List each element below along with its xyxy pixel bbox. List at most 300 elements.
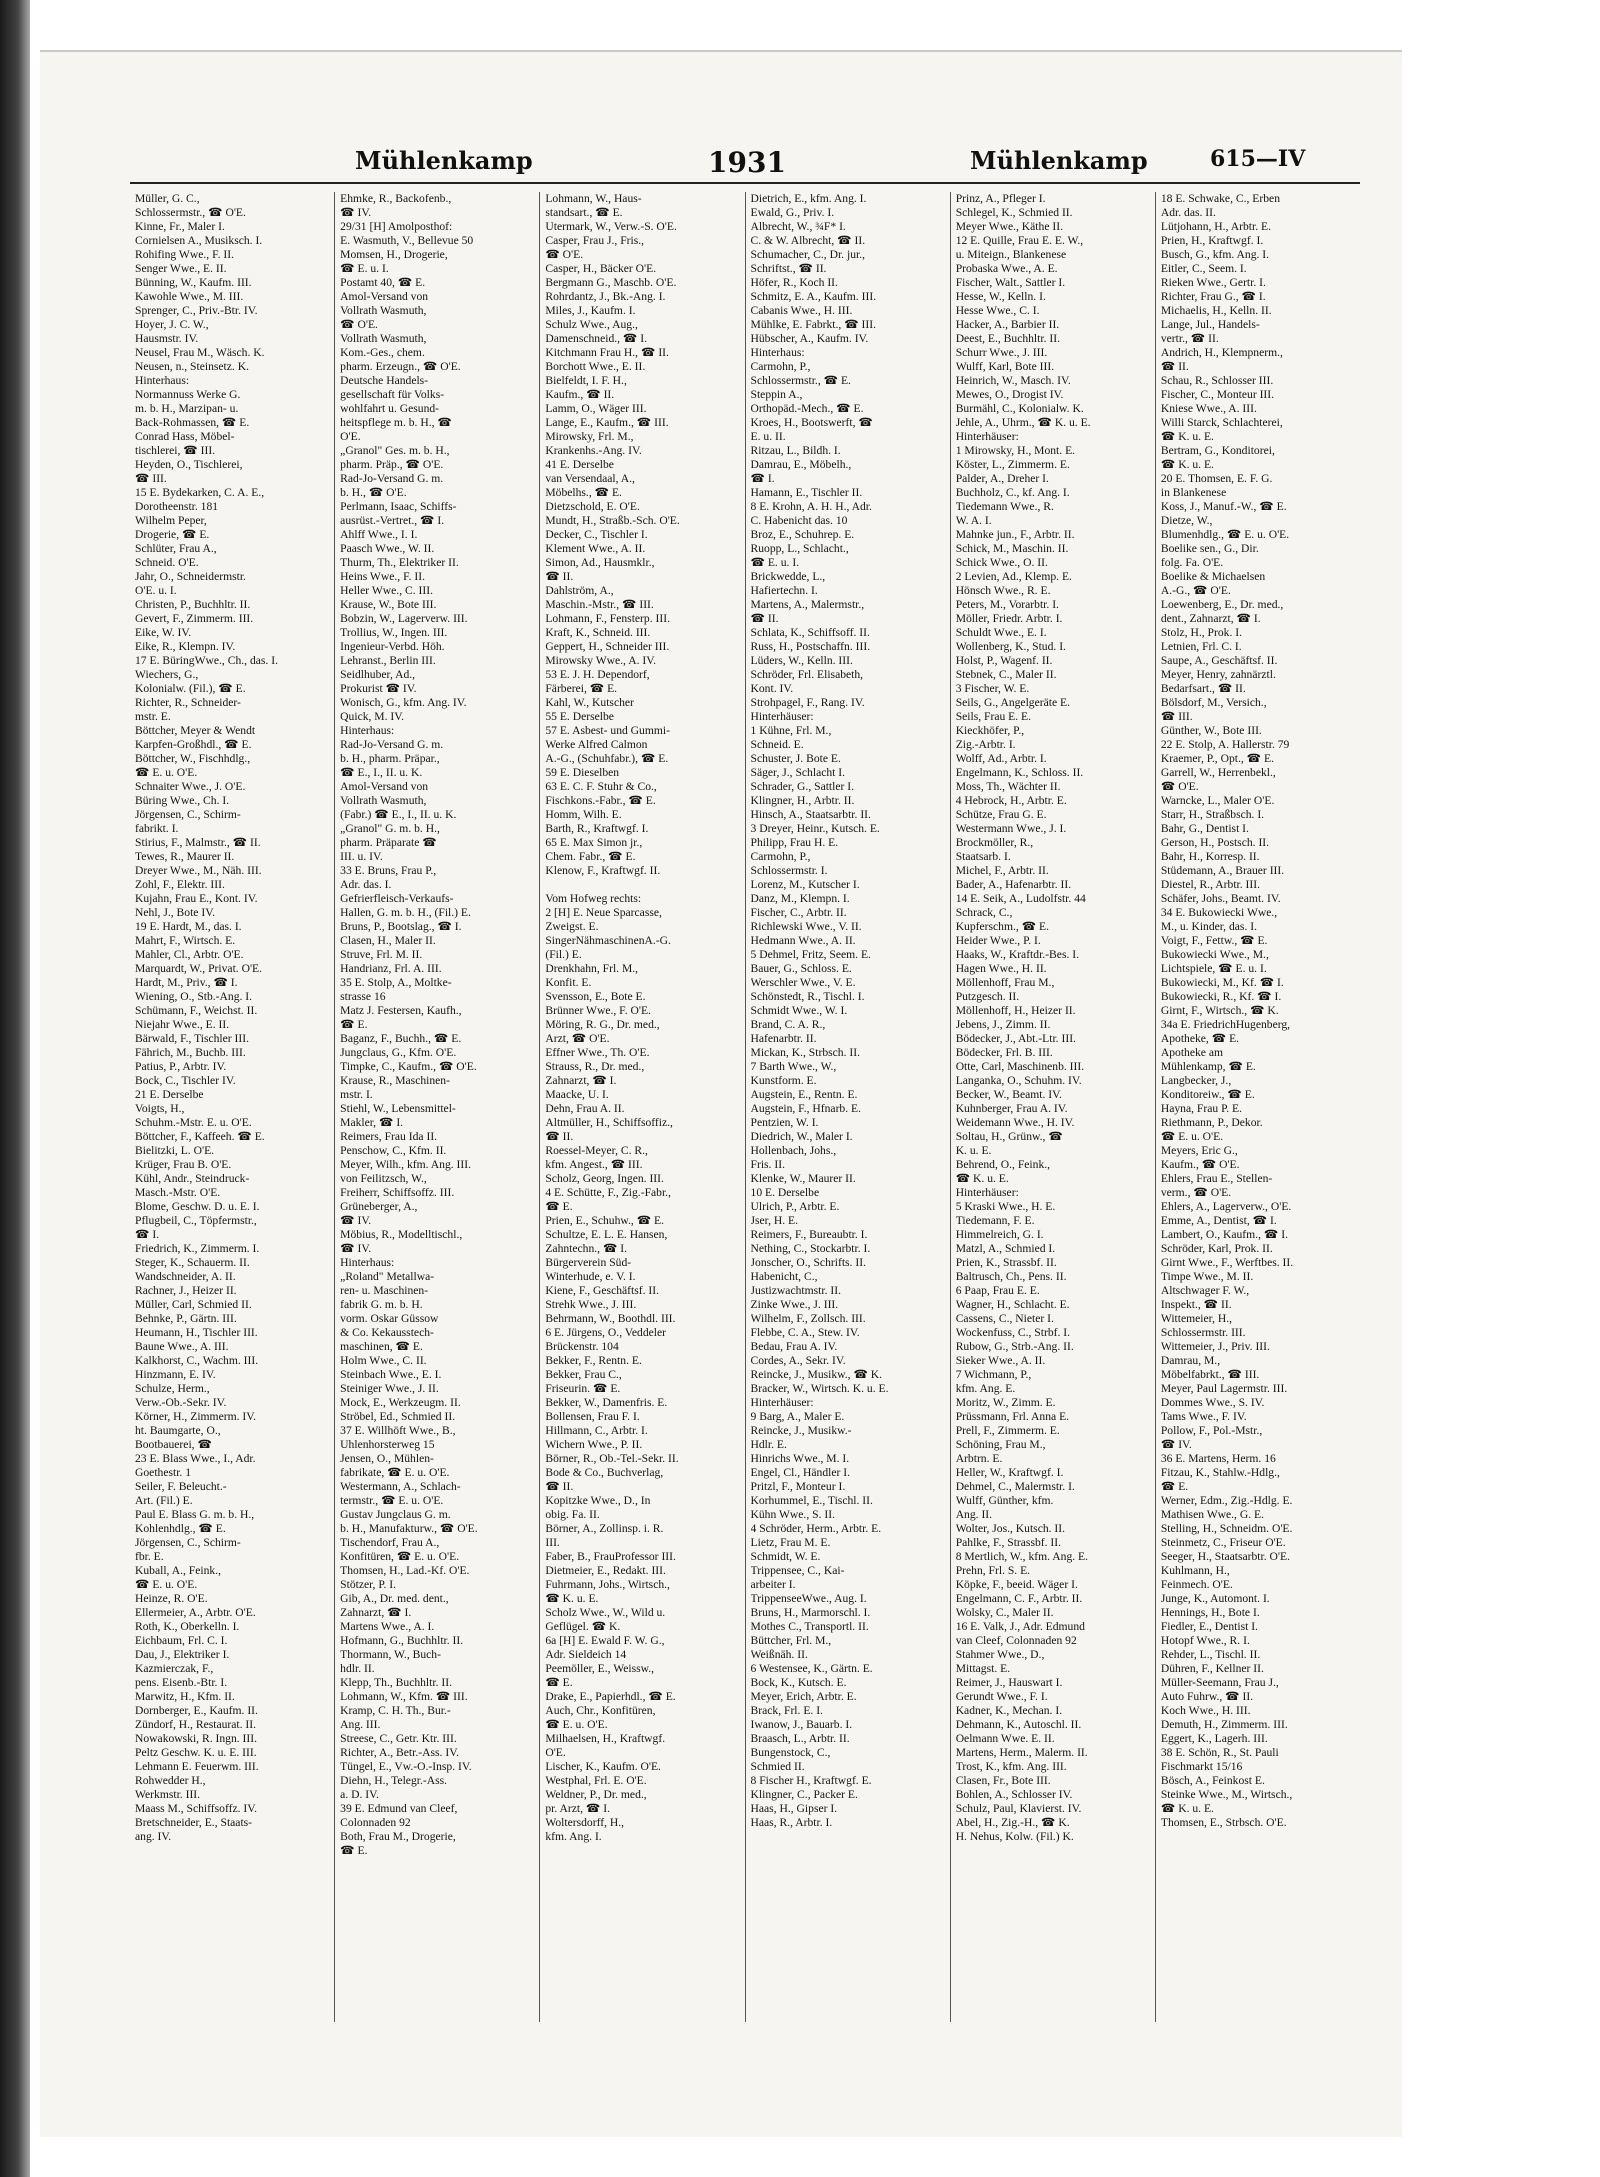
- directory-entry: Richter, A., Betr.-Ass. IV.: [340, 1746, 459, 1759]
- directory-entry: Haas, H., Gipser I.: [750, 1802, 838, 1815]
- directory-entry: Bukowiecki Wwe., M.,: [1160, 948, 1269, 961]
- directory-entry: Tams Wwe., F. IV.: [1160, 1410, 1247, 1423]
- directory-entry: pharm. Präp., ☎ O'E.: [340, 458, 444, 471]
- directory-entry: Heumann, H., Tischler III.: [135, 1326, 258, 1339]
- directory-entry: ☎ III.: [1160, 710, 1193, 723]
- directory-entry: Grüneberger, A.,: [340, 1200, 418, 1213]
- directory-entry: Tischendorf, Frau A.,: [340, 1536, 440, 1549]
- directory-entry: Andrich, H., Klempnerm.,: [1160, 346, 1283, 359]
- directory-entry: Handrianz, Frl. A. III.: [340, 962, 442, 975]
- directory-entry: Sprenger, C., Priv.-Btr. IV.: [135, 304, 258, 317]
- directory-entry: Tiedemann, F. E.: [955, 1214, 1035, 1227]
- directory-entry: Patius, P., Arbtr. IV.: [135, 1060, 227, 1073]
- directory-entry: Gerundt Wwe., F. I.: [955, 1690, 1048, 1703]
- directory-entry: Bobzin, W., Lagerverw. III.: [340, 612, 468, 625]
- directory-entry: A.-G., (Schuhfabr.), ☎ E.: [545, 752, 669, 765]
- directory-entry: Korhummel, E., Tischl. II.: [750, 1494, 873, 1507]
- directory-entry: Schöning, Frau M.,: [955, 1438, 1046, 1451]
- directory-entry: 65 E. Max Simon jr.,: [545, 836, 643, 849]
- directory-entry: Seils, Frau E. E.: [955, 710, 1032, 723]
- directory-entry: Milhaelsen, H., Kraftwgf.: [545, 1732, 666, 1745]
- directory-entry: Böttcher, Meyer & Wendt: [135, 724, 256, 737]
- directory-entry: Schulz Wwe., Aug.,: [545, 318, 638, 331]
- directory-entry: Bode & Co., Buchverlag,: [545, 1466, 664, 1479]
- directory-entry: Hillmann, C., Arbtr. I.: [545, 1424, 648, 1437]
- directory-entry: O'E.: [545, 1746, 566, 1759]
- directory-entry: Busch, G., kfm. Ang. I.: [1160, 248, 1270, 261]
- directory-entry: Tewes, R., Maurer II.: [135, 850, 235, 863]
- directory-entry: Bahr, H., Korresp. II.: [1160, 850, 1260, 863]
- directory-entry: Gib, A., Dr. med. dent.,: [340, 1592, 449, 1605]
- directory-entry: 5 Kraski Wwe., H. E.: [955, 1200, 1056, 1213]
- directory-entry: Mewes, O., Drogist IV.: [955, 388, 1064, 401]
- directory-entry: Schütze, Frau G. E.: [955, 808, 1047, 821]
- directory-entry: mstr. I.: [340, 1088, 373, 1101]
- directory-entry: K. u. E.: [955, 1144, 992, 1157]
- directory-entry: Brockmöller, R.,: [955, 836, 1034, 849]
- directory-entry: ☎ E.: [545, 1676, 573, 1689]
- directory-entry: Hönsch Wwe., R. E.: [955, 584, 1051, 597]
- directory-entry: Rubow, G., Strb.-Ang. II.: [955, 1340, 1074, 1353]
- directory-entry: Maschin.-Mstr., ☎ III.: [545, 598, 654, 611]
- directory-entry: Eichbaum, Frl. C. I.: [135, 1634, 228, 1647]
- directory-entry: Broz, E., Schuhrep. E.: [750, 528, 855, 541]
- directory-entry: Ingenieur-Verbd. Höh.: [340, 640, 445, 653]
- directory-entry: Drogerie, ☎ E.: [135, 528, 210, 541]
- directory-entry: Fuhrmann, Johs., Wirtsch.,: [545, 1578, 670, 1591]
- directory-entry: Möbelfabrkt., ☎ III.: [1160, 1368, 1260, 1381]
- directory-entry: Hinrichs Wwe., M. I.: [750, 1452, 850, 1465]
- directory-entry: 16 E. Valk, J., Adr. Edmund: [955, 1620, 1085, 1633]
- directory-entry: Mundt, H., Straßb.-Sch. O'E.: [545, 514, 680, 527]
- directory-entry: Becker, W., Beamt. IV.: [955, 1088, 1062, 1101]
- directory-entry: Palder, A., Dreher I.: [955, 472, 1049, 485]
- directory-entry: Kolonialw. (Fil.), ☎ E.: [135, 682, 246, 695]
- directory-entry: Hollenbach, Johs.,: [750, 1144, 837, 1157]
- directory-entry: Zahntechn., ☎ I.: [545, 1242, 628, 1255]
- directory-entry: Oelmann Wwe. E. II.: [955, 1732, 1055, 1745]
- directory-entry: Apotheke am: [1160, 1046, 1223, 1059]
- directory-entry: Kawohle Wwe., M. III.: [135, 290, 244, 303]
- directory-entry: ☎ E. u. O'E.: [135, 1578, 198, 1591]
- directory-entry: Girnt, F., Wirtsch., ☎ K.: [1160, 1004, 1279, 1017]
- directory-entry: Voigt, F., Fettw., ☎ E.: [1160, 934, 1268, 947]
- directory-entry: 6 Paap, Frau E. E.: [955, 1284, 1040, 1297]
- directory-entry: Schneid. E.: [750, 738, 804, 751]
- directory-entry: Barth, R., Kraftwgf. I.: [545, 822, 649, 835]
- directory-entry: 4 E. Schütte, F., Zig.-Fabr.,: [545, 1186, 671, 1199]
- directory-entry: Möller, Friedr. Arbtr. I.: [955, 612, 1063, 625]
- directory-entry: Engelmann, K., Schloss. II.: [955, 766, 1084, 779]
- directory-entry: Stebnek, C., Maler II.: [955, 668, 1057, 681]
- directory-entry: Bödecker, J., Abt.-Ltr. III.: [955, 1032, 1076, 1045]
- directory-entry: Meyer Wwe., Käthe II.: [955, 220, 1063, 233]
- directory-entry: Streese, C., Getr. Ktr. III.: [340, 1732, 457, 1745]
- directory-entry: Kont. IV.: [750, 682, 794, 695]
- directory-entry: 8 E. Krohn, A. H. H., Adr.: [750, 500, 872, 513]
- directory-entry: Hotopf Wwe., R. I.: [1160, 1634, 1250, 1647]
- directory-entry: Deutsche Handels-: [340, 374, 429, 387]
- directory-entry: Heller, W., Kraftwgf. I.: [955, 1466, 1064, 1479]
- directory-entry: m. b. H., Marzipan- u.: [135, 402, 239, 415]
- directory-entry: 39 E. Edmund van Cleef,: [340, 1802, 458, 1815]
- directory-entry: Amol-Versand von: [340, 290, 429, 303]
- directory-entry: Körner, H., Zimmerm. IV.: [135, 1410, 257, 1423]
- directory-entry: Kühl, Andr., Steindruck-: [135, 1172, 250, 1185]
- directory-entry: ☎ E. u. O'E.: [135, 766, 198, 779]
- directory-entry: Gefrierfleisch-Verkaufs-: [340, 892, 454, 905]
- directory-entry: TrippenseeWwe., Aug. I.: [750, 1592, 867, 1605]
- directory-entry: standsart., ☎ E.: [545, 206, 623, 219]
- directory-entry: Willi Starck, Schlachterei,: [1160, 416, 1283, 429]
- directory-entry: Voigts, H.,: [135, 1102, 185, 1115]
- directory-entry: Brückenstr. 104: [545, 1340, 619, 1353]
- directory-entry: Schlegel, K., Schmied II.: [955, 206, 1073, 219]
- directory-entry: Schulz, Paul, Klavierst. IV.: [955, 1802, 1082, 1815]
- directory-entry: Lorenz, M., Kutscher I.: [750, 878, 860, 891]
- directory-entry: Cassens, C., Nieter I.: [955, 1312, 1054, 1325]
- directory-entry: maschinen, ☎ E.: [340, 1340, 423, 1353]
- directory-entry: Brickwedde, L.,: [750, 570, 826, 583]
- directory-entry: Marwitz, H., Kfm. II.: [135, 1690, 235, 1703]
- directory-entry: Lohmann, W., Kfm. ☎ III.: [340, 1690, 468, 1703]
- directory-entry: Weidemann Wwe., H. IV.: [955, 1116, 1075, 1129]
- directory-entry: Jahr, O., Schneidermstr.: [135, 570, 246, 583]
- directory-entry: termstr., ☎ E. u. O'E.: [340, 1494, 444, 1507]
- directory-entry: Jörgensen, C., Schirm-: [135, 808, 241, 821]
- directory-entry: Wittemeier, J., Priv. III.: [1160, 1340, 1270, 1353]
- directory-entry: Quick, M. IV.: [340, 710, 405, 723]
- directory-entry: Dietrich, E., kfm. Ang. I.: [750, 192, 867, 205]
- directory-entry: Ehlers, A., Lagerverw., O'E.: [1160, 1200, 1292, 1213]
- directory-entry: Mathisen Wwe., G. E.: [1160, 1508, 1265, 1521]
- directory-entry: Ehlers, Frau E., Stellen-: [1160, 1172, 1273, 1185]
- directory-entry: Amol-Versand von: [340, 780, 429, 793]
- directory-entry: Michel, F., Arbtr. II.: [955, 864, 1049, 877]
- directory-entry: Woltersdorff, H.,: [545, 1816, 625, 1829]
- directory-entry: Wulff, Günther, kfm.: [955, 1494, 1054, 1507]
- directory-entry: Büring Wwe., Ch. I.: [135, 794, 230, 807]
- directory-entry: Hardt, M., Priv., ☎ I.: [135, 976, 238, 989]
- directory-entry: Colonnaden 92: [340, 1816, 411, 1829]
- directory-entry: 20 E. Thomsen, E. F. G.: [1160, 472, 1273, 485]
- directory-entry: ☎ K. u. E.: [1160, 430, 1214, 443]
- directory-entry: Wiechers, G.,: [135, 668, 199, 681]
- directory-entry: 17 E. BüringWwe., Ch., das. I.: [135, 654, 278, 667]
- directory-entry: Möbelhs., ☎ E.: [545, 486, 622, 499]
- directory-entry: Lange, E., Kaufm., ☎ III.: [545, 416, 669, 429]
- directory-entry: Strehk Wwe., J. III.: [545, 1298, 637, 1311]
- directory-entry: 6a [H] E. Ewald F. W. G.,: [545, 1634, 665, 1647]
- directory-entry: Mirowsky Wwe., A. IV.: [545, 654, 657, 667]
- directory-entry: Schönstedt, R., Tischl. I.: [750, 990, 865, 1003]
- directory-entry: b. H., Manufakturw., ☎ O'E.: [340, 1522, 478, 1535]
- directory-entry: Hafiertechn. I.: [750, 584, 818, 597]
- directory-entry: 6 Westensee, K., Gärtn. E.: [750, 1662, 873, 1675]
- directory-entry: Bohlen, A., Schlosser IV.: [955, 1788, 1073, 1801]
- directory-entry: heitspflege m. b. H., ☎: [340, 416, 452, 429]
- directory-entry: E. u. II.: [750, 430, 786, 443]
- directory-entry: Warncke, L., Maler O'E.: [1160, 794, 1275, 807]
- directory-entry: Schau, R., Schlosser III.: [1160, 374, 1274, 387]
- directory-entry: Rohrdantz, J., Bk.-Ang. I.: [545, 290, 666, 303]
- directory-entry: Putzgesch. II.: [955, 990, 1020, 1003]
- directory-entry: Rohwedder H.,: [135, 1774, 206, 1787]
- directory-entry: Wolter, Jos., Kutsch. II.: [955, 1522, 1066, 1535]
- directory-entry: Karpfen-Großhdl., ☎ E.: [135, 738, 252, 751]
- directory-entry: Christen, P., Buchhltr. II.: [135, 598, 251, 611]
- directory-entry: 8 Mertlich, W., kfm. Ang. E.: [955, 1550, 1089, 1563]
- directory-entry: Drake, E., Papierhdl., ☎ E.: [545, 1690, 676, 1703]
- directory-entry: Schumacher, C., Dr. jur.,: [750, 248, 866, 261]
- directory-entry: 34 E. Bukowiecki Wwe.,: [1160, 906, 1278, 919]
- directory-entry: Prokurist ☎ IV.: [340, 682, 417, 695]
- directory-entry: Engel, Cl., Händler I.: [750, 1466, 851, 1479]
- directory-entry: Schrader, G., Sattler I.: [750, 780, 855, 793]
- directory-entry: ☎ E.: [340, 1018, 368, 1031]
- directory-entry: Meyer, Paul Lagermstr. III.: [1160, 1382, 1288, 1395]
- directory-entry: 5 Dehmel, Fritz, Seem. E.: [750, 948, 871, 961]
- directory-entry: Dühren, F., Kellner II.: [1160, 1662, 1264, 1675]
- directory-entry: Kieckhöfer, P.,: [955, 724, 1025, 737]
- directory-entry: Thurm, Th., Elektriker II.: [340, 556, 459, 569]
- directory-entry: Homm, Wilh. E.: [545, 808, 622, 821]
- directory-entry: Danz, M., Klempn. I.: [750, 892, 850, 905]
- directory-entry: Lehranst., Berlin III.: [340, 654, 436, 667]
- directory-entry: Weißnäh. II.: [750, 1648, 808, 1661]
- directory-entry: 8 Fischer H., Kraftwgf. E.: [750, 1774, 872, 1787]
- directory-entry: Wilhelm Peper,: [135, 514, 207, 527]
- directory-entry: Albrecht, W., ¾F* I.: [750, 220, 846, 233]
- directory-entry: ☎ K. u. E.: [1160, 1802, 1214, 1815]
- directory-entry: Bukowiecki, R., Kf. ☎ I.: [1160, 990, 1282, 1003]
- directory-entry: Büttcher, Frl. M.,: [750, 1634, 832, 1647]
- header-rule: [130, 182, 1360, 184]
- directory-entry: Arzt, ☎ O'E.: [545, 1032, 610, 1045]
- directory-entry: Penschow, C., Kfm. II.: [340, 1144, 447, 1157]
- directory-entry: Stiehl, W., Lebensmittel-: [340, 1102, 456, 1115]
- directory-entry: Feinmech. O'E.: [1160, 1578, 1233, 1591]
- directory-entry: fabrikate, ☎ E. u. O'E.: [340, 1466, 450, 1479]
- directory-entry: Conrad Hass, Möbel-: [135, 430, 235, 443]
- directory-entry: Faber, B., FrauProfessor III.: [545, 1550, 676, 1563]
- directory-entry: „Roland" Metallwa-: [340, 1270, 435, 1283]
- directory-entry: verm., ☎ O'E.: [1160, 1186, 1232, 1199]
- directory-entry: Timpke, C., Kaufm., ☎ O'E.: [340, 1060, 477, 1073]
- directory-entry: Vollrath Wasmuth,: [340, 304, 427, 317]
- directory-entry: Struve, Frl. M. II.: [340, 948, 423, 961]
- directory-entry: 41 E. Derselbe: [545, 458, 614, 471]
- directory-entry: Krause, W., Bote III.: [340, 598, 437, 611]
- directory-entry: Hinterhaus:: [340, 724, 395, 737]
- directory-entry: Behnke, P., Gärtn. III.: [135, 1312, 237, 1325]
- directory-entry: Bootbauerei, ☎: [135, 1438, 212, 1451]
- directory-entry: Both, Frau M., Drogerie,: [340, 1830, 456, 1843]
- directory-entry: ☎ IV.: [1160, 1438, 1192, 1451]
- directory-entry: Koss, J., Manuf.-W., ☎ E.: [1160, 500, 1287, 513]
- directory-entry: Konfitüren, ☎ E. u. O'E.: [340, 1550, 460, 1563]
- directory-entry: Bungenstock, C.,: [750, 1746, 831, 1759]
- directory-entry: Altmüller, H., Schiffsoffiz.,: [545, 1116, 673, 1129]
- directory-entry: Pollow, F., Pol.-Mstr.,: [1160, 1424, 1263, 1437]
- directory-entry: Simon, Ad., Hausmklr.,: [545, 556, 655, 569]
- directory-entry: Bürgerverein Süd-: [545, 1256, 632, 1269]
- directory-entry: Bracker, W., Wirtsch. K. u. E.: [750, 1382, 889, 1395]
- directory-entry: Neusen, n., Steinsetz. K.: [135, 360, 249, 373]
- directory-entry: Russ, H., Postschaffn. III.: [750, 640, 871, 653]
- directory-entry: Decker, C., Tischler I.: [545, 528, 648, 541]
- directory-entry: Cordes, A., Sekr. IV.: [750, 1354, 846, 1367]
- directory-entry: Friedrich, K., Zimmerm. I.: [135, 1242, 260, 1255]
- column-2: [334, 192, 539, 2022]
- directory-entry: Hafenarbtr. II.: [750, 1032, 817, 1045]
- directory-entry: Wollenberg, K., Stud. I.: [955, 640, 1066, 653]
- directory-entry: C. Habenicht das. 10: [750, 514, 848, 527]
- directory-entry: Momsen, H., Drogerie,: [340, 248, 448, 261]
- page-header: [40, 146, 1402, 186]
- directory-entry: Paasch Wwe., W. II.: [340, 542, 435, 555]
- directory-entry: Ewald, G., Priv. I.: [750, 206, 835, 219]
- directory-entry: 9 Barg, A., Maler E.: [750, 1410, 845, 1423]
- directory-entry: III. u. IV.: [340, 850, 383, 863]
- directory-entry: Schuldt Wwe., E. I.: [955, 626, 1047, 639]
- directory-entry: Bekker, F., Rentn. E.: [545, 1354, 642, 1367]
- directory-entry: [545, 878, 739, 892]
- directory-entry: Utermark, W., Verw.-S. O'E.: [545, 220, 677, 233]
- directory-entry: Mothes C., Transportl. II.: [750, 1620, 869, 1633]
- directory-entry: Drenkhahn, Frl. M.,: [545, 962, 639, 975]
- directory-entry: Roth, K., Oberkelln. I.: [135, 1620, 240, 1633]
- directory-entry: Kuhnberger, Frau A. IV.: [955, 1102, 1068, 1115]
- directory-entry: b. H., ☎ O'E.: [340, 486, 407, 499]
- directory-entry: Geppert, H., Schneider III.: [545, 640, 670, 653]
- directory-entry: Haas, R., Arbtr. I.: [750, 1816, 833, 1829]
- directory-entry: pr. Arzt, ☎ I.: [545, 1802, 611, 1815]
- directory-entry: 18 E. Schwake, C., Erben: [1160, 192, 1280, 205]
- directory-entry: Bretschneider, E., Staats-: [135, 1816, 253, 1829]
- book-binding: [0, 0, 30, 2177]
- directory-entry: Dornberger, E., Kaufm. II.: [135, 1704, 258, 1717]
- directory-entry: Uhlenhorsterweg 15: [340, 1438, 435, 1451]
- directory-entry: C. & W. Albrecht, ☎ II.: [750, 234, 866, 247]
- directory-entry: Mahnke jun., F., Arbtr. II.: [955, 528, 1075, 541]
- directory-entry: Schlossermstr., ☎ O'E.: [135, 206, 246, 219]
- directory-entry: Dau, J., Elektriker I.: [135, 1648, 230, 1661]
- directory-entry: Behrmann, W., Boothdl. III.: [545, 1312, 676, 1325]
- directory-entry: Casper, H., Bäcker O'E.: [545, 262, 657, 275]
- directory-entry: Prüssmann, Frl. Anna E.: [955, 1410, 1070, 1423]
- directory-entry: Braasch, L., Arbtr. II.: [750, 1732, 850, 1745]
- directory-entry: Hacker, A., Barbier II.: [955, 318, 1060, 331]
- directory-entry: Dehmel, C., Malermstr. I.: [955, 1480, 1075, 1493]
- directory-entry: Wittemeier, H.,: [1160, 1312, 1233, 1325]
- directory-entry: Ang. II.: [955, 1508, 993, 1521]
- directory-entry: Steger, K., Schauerm. II.: [135, 1256, 250, 1269]
- directory-entry: Timpe Wwe., M. II.: [1160, 1270, 1254, 1283]
- directory-entry: Art. (Fil.) E.: [135, 1494, 193, 1507]
- directory-entry: Schurr Wwe., J. III.: [955, 346, 1048, 359]
- directory-entry: Hinzmann, E. IV.: [135, 1368, 216, 1381]
- directory-entry: Westermann Wwe., J. I.: [955, 822, 1067, 835]
- directory-entry: Reincke, J., Musikw.-: [750, 1424, 852, 1437]
- directory-entry: Auto Fuhrw., ☎ II.: [1160, 1690, 1254, 1703]
- directory-entry: Miles, J., Kaufm. I.: [545, 304, 636, 317]
- directory-entry: Lichtspiele, ☎ E. u. I.: [1160, 962, 1267, 975]
- directory-entry: 53 E. J. H. Dependorf,: [545, 668, 650, 681]
- directory-entry: Holm Wwe., C. II.: [340, 1354, 427, 1367]
- directory-entry: Mahrt, F., Wirtsch. E.: [135, 934, 236, 947]
- directory-entry: Steppin A.,: [750, 388, 803, 401]
- directory-entry: Werschler Wwe., V. E.: [750, 976, 856, 989]
- directory-entry: Mahler, Cl., Arbtr. O'E.: [135, 948, 244, 961]
- directory-entry: Kom.-Ges., chem.: [340, 346, 425, 359]
- directory-entry: strasse 16: [340, 990, 386, 1003]
- column-5: [950, 192, 1155, 2022]
- directory-entry: Garrell, W., Herrenbekl.,: [1160, 766, 1276, 779]
- directory-entry: Dreyer Wwe., M., Näh. III.: [135, 864, 262, 877]
- directory-entry: Casper, Frau J., Fris.,: [545, 234, 645, 247]
- directory-entry: Schulze, Herm.,: [135, 1382, 210, 1395]
- directory-entry: „Granol" G. m. b. H.,: [340, 822, 440, 835]
- directory-entry: Augstein, F., Hfnarb. E.: [750, 1102, 862, 1115]
- directory-entry: ☎ II.: [545, 570, 574, 583]
- directory-entry: ☎ O'E.: [340, 318, 378, 331]
- directory-entry: Hinterhaus:: [750, 346, 805, 359]
- directory-entry: Dahlström, A.,: [545, 584, 614, 597]
- directory-entry: hdlr. II.: [340, 1662, 375, 1675]
- directory-entry: obig. Fa. II.: [545, 1508, 600, 1521]
- directory-entry: Kunstform. E.: [750, 1074, 817, 1087]
- directory-entry: Bock, C., Tischler IV.: [135, 1074, 236, 1087]
- directory-entry: O'E.: [340, 430, 361, 443]
- directory-entry: ☎ E. u. O'E.: [545, 1718, 608, 1731]
- directory-entry: Jensen, O., Mühlen-: [340, 1452, 434, 1465]
- directory-entry: Zweigst. E.: [545, 920, 599, 933]
- directory-entry: Schuster, J. Bote E.: [750, 752, 841, 765]
- directory-entry: Bollensen, Frau F. I.: [545, 1410, 640, 1423]
- directory-entry: kfm. Angest., ☎ III.: [545, 1158, 643, 1171]
- directory-entry: Prell, F., Zimmerm. E.: [955, 1424, 1060, 1437]
- directory-entry: E. Wasmuth, V., Bellevue 50: [340, 234, 474, 247]
- directory-entry: Lohmann, F., Fensterp. III.: [545, 612, 670, 625]
- directory-entry: Schick, M., Maschin. II.: [955, 542, 1069, 555]
- directory-entry: Lamm, O., Wäger III.: [545, 402, 647, 415]
- directory-entry: Martens, A., Malermstr.,: [750, 598, 865, 611]
- directory-entry: M., u. Kinder, das. I.: [1160, 920, 1257, 933]
- directory-entry: Richlewski Wwe., V. II.: [750, 920, 862, 933]
- directory-entry: Demuth, H., Zimmerm. III.: [1160, 1718, 1288, 1731]
- directory-entry: Hallen, G. m. b. H., (Fil.) E.: [340, 906, 471, 919]
- directory-entry: Adr. das. I.: [340, 878, 392, 891]
- directory-entry: Bünning, W., Kaufm. III.: [135, 276, 252, 289]
- directory-entry: 19 E. Hardt, M., das. I.: [135, 920, 242, 933]
- directory-entry: Schultze, E. L. E. Hansen,: [545, 1228, 668, 1241]
- directory-entry: Engelmann, C. F., Arbtr. II.: [955, 1592, 1083, 1605]
- directory-entry: Ehmke, R., Backofenb.,: [340, 192, 452, 205]
- directory-entry: Philipp, Frau H. E.: [750, 836, 839, 849]
- directory-entry: pharm. Präparate ☎: [340, 836, 437, 849]
- directory-entry: ☎ IV.: [340, 206, 372, 219]
- directory-entry: Postamt 40, ☎ E.: [340, 276, 426, 289]
- directory-entry: Hinterhäuser:: [750, 1396, 814, 1409]
- directory-entry: Schuhm.-Mstr. E. u. O'E.: [135, 1116, 252, 1129]
- directory-entry: Mühlke, E. Fabrkt., ☎ III.: [750, 318, 877, 331]
- directory-entry: Zig.-Arbtr. I.: [955, 738, 1016, 751]
- directory-entry: ☎ E. u. O'E.: [1160, 1130, 1224, 1143]
- directory-entry: Masch.-Mstr. O'E.: [135, 1186, 221, 1199]
- directory-entry: Kitchmann Frau H., ☎ II.: [545, 346, 669, 359]
- directory-entry: Baune Wwe., A. III.: [135, 1340, 229, 1353]
